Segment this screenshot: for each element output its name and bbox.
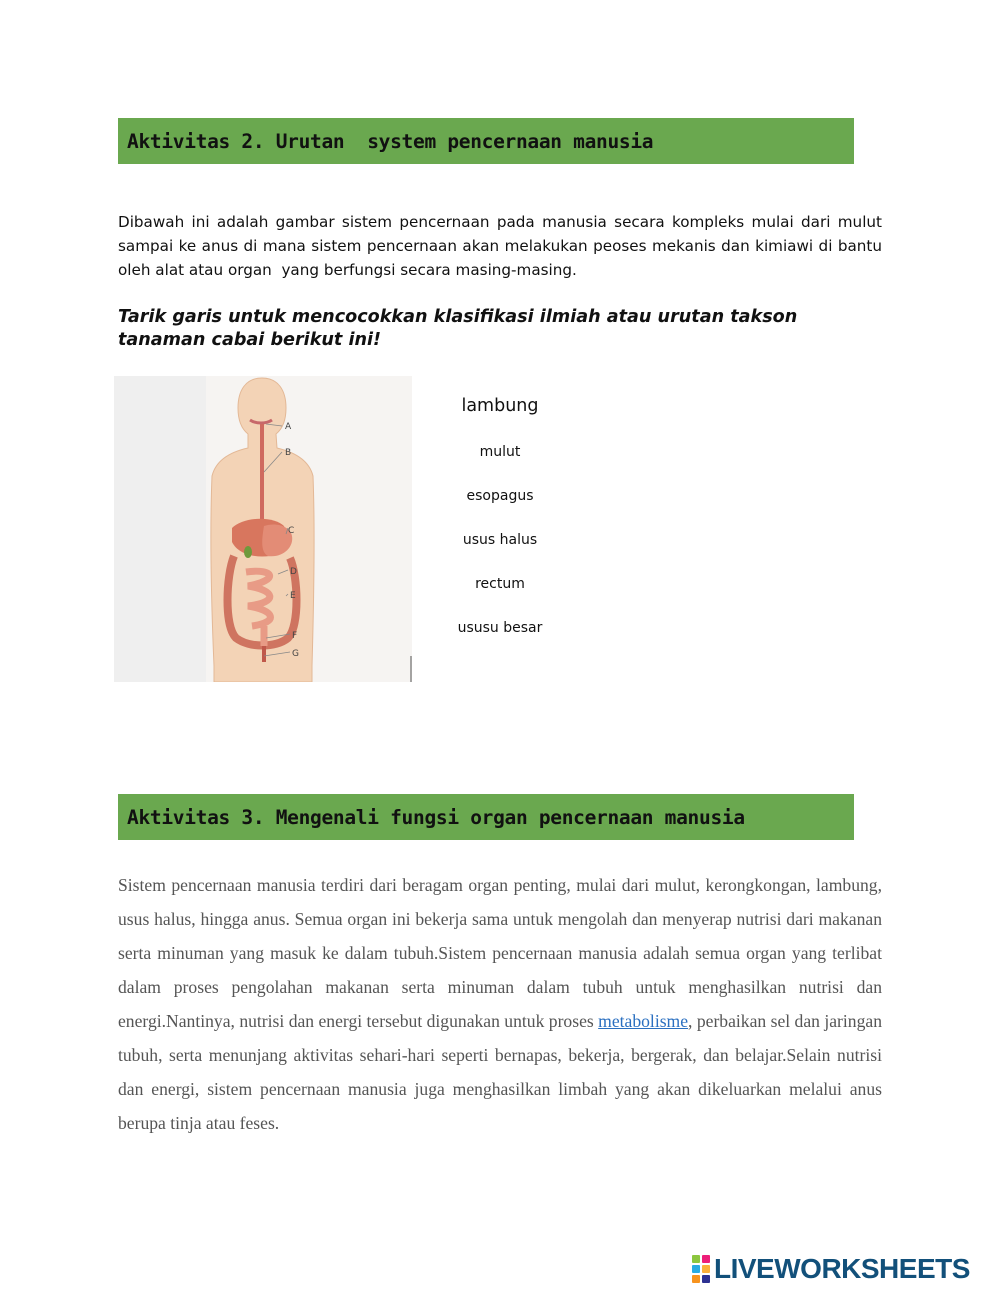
figure-label-d: D [290, 567, 297, 577]
word-ususu-besar[interactable]: ususu besar [457, 620, 543, 636]
activity-3-title: Aktivitas 3. Mengenali fungsi organ pencernaan manusia [127, 805, 745, 829]
activity-3-paragraph [118, 868, 882, 1140]
figure-label-a: A [285, 422, 292, 432]
digestive-system-illustration [114, 376, 412, 682]
activity-3-header [118, 794, 854, 840]
liveworksheets-logo [692, 1254, 970, 1284]
word-mulut[interactable]: mulut [479, 444, 521, 460]
activity-2-header [118, 118, 854, 164]
liveworksheets-brand-text: LIVEWORKSHEETS [714, 1253, 970, 1284]
paragraph-text-end: , perbaikan sel dan jaringan tubuh, serta menunjang aktivitas sehari-hari seperti bernapas, bekerja, bergerak, dan belajar.Selain nutrisi dan energi, sistem pencernaan manusia juga menghasilkan limbah yang akan dikeluarkan melalui anus berupa tinja atau feses. [118, 1011, 882, 1133]
figure-label-c: C [288, 526, 295, 536]
digestive-system-figure [114, 376, 412, 682]
paragraph-text-start: Sistem pencernaan manusia terdiri dari beragam organ penting, mulai dari mulut, kerongkongan, lambung, usus halus, hingga anus. Semua organ ini bekerja sama untuk mengolah dan menyerap nutrisi dari makanan serta minuman yang masuk ke dalam tubuh.Sistem pencernaan manusia adalah semua organ yang terlibat dalam proses pengolahan makanan serta minuman dalam tubuh untuk menghasilkan nutrisi dan energi.Nantinya, nutrisi dan energi tersebut digunakan untuk proses [118, 875, 882, 1031]
figure-label-b: B [285, 448, 292, 458]
word-rectum[interactable]: rectum [475, 576, 525, 592]
figure-label-f: F [292, 631, 298, 641]
word-usus-halus[interactable]: usus halus [462, 532, 538, 548]
metabolisme-link[interactable]: metabolisme [598, 1011, 689, 1031]
activity-2-title: Aktivitas 2. Urutan system pencernaan manusia [127, 129, 654, 153]
activity-2-intro: Dibawah ini adalah gambar sistem pencernaan pada manusia secara kompleks mulai dari mulut sampai ke anus di mana sistem pencernaan akan melakukan peoses mekanis dan kimiawi di bantu oleh alat atau organ yang berfungsi secara masing-masing. [118, 213, 887, 279]
word-esopagus[interactable]: esopagus [466, 488, 534, 504]
activity-2-instruction: Tarik garis untuk mencocokkan klasifikasi ilmiah atau urutan takson tanaman cabai berikut ini! [118, 307, 798, 350]
figure-label-g: G [292, 649, 299, 659]
word-lambung[interactable]: lambung [461, 396, 539, 416]
liveworksheets-logo-icon [692, 1255, 710, 1283]
figure-label-e: E [290, 591, 296, 601]
